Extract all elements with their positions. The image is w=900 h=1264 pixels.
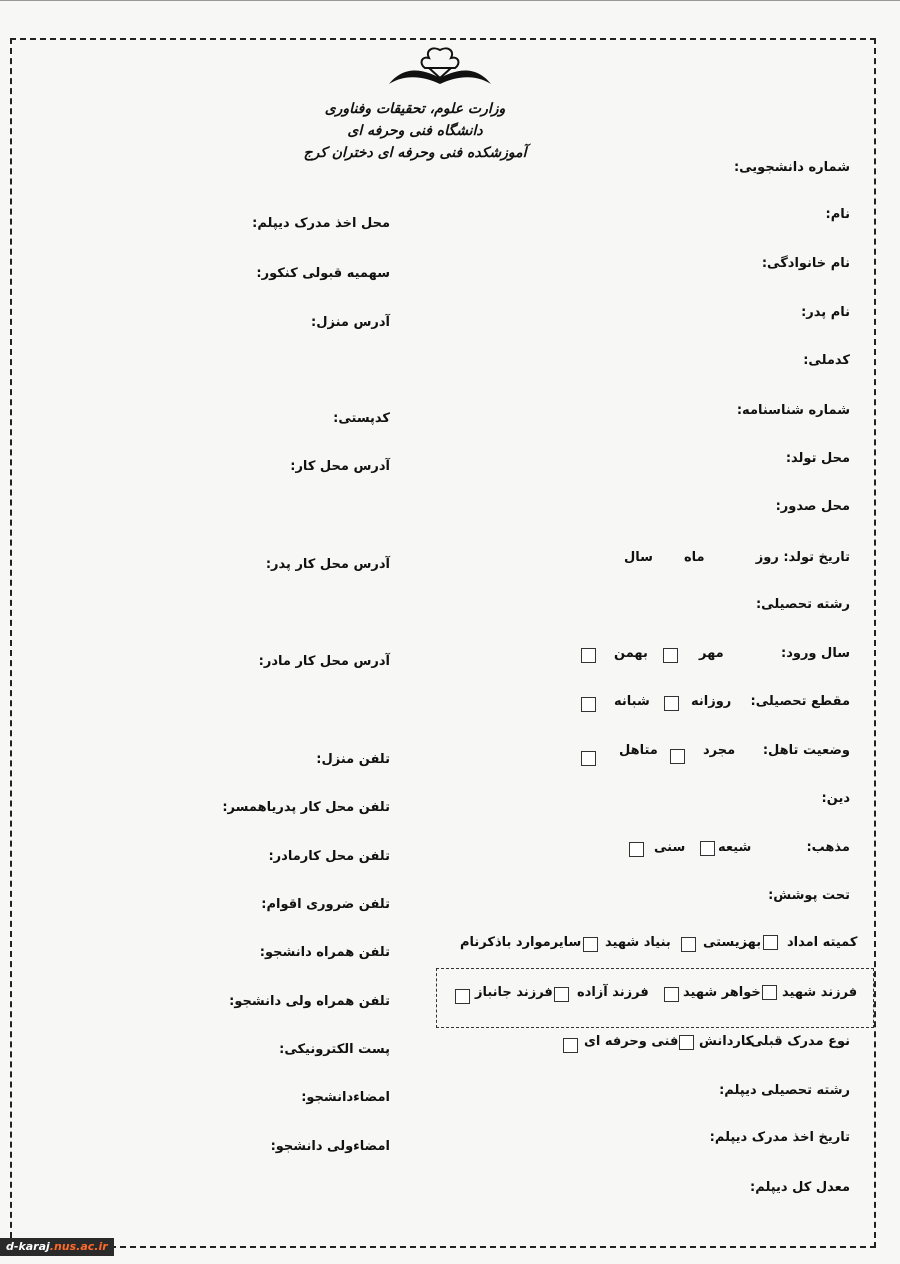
sect-label: مذهب: <box>806 840 850 855</box>
under-cover-label: تحت پوشش: <box>768 888 850 903</box>
site-watermark <box>0 1238 114 1256</box>
fani-herfei-checkbox[interactable] <box>563 1038 578 1053</box>
postal-code-label: کدپستی: <box>333 411 390 426</box>
sister-martyr-checkbox[interactable] <box>664 987 679 1002</box>
option-mehr-label: مهر <box>699 646 724 661</box>
option-sunni-label: سنی <box>654 840 686 855</box>
birth-date-label: تاریخ تولد: روز <box>755 550 850 565</box>
option-single-label: مجرد <box>703 743 736 758</box>
education-level-label: مقطع تحصیلی: <box>750 694 850 709</box>
diploma-place-label: محل اخذ مدرک دیپلم: <box>252 216 390 231</box>
university-title: دانشگاه فنی وحرفه ای <box>347 123 483 139</box>
option-bonyad-shahid-label: بنیاد شهید <box>605 935 671 950</box>
komite-emdad-checkbox[interactable] <box>763 935 778 950</box>
student-number-label: شماره دانشجویی: <box>733 160 850 175</box>
birth-month-label: ماه <box>684 550 705 565</box>
guardian-signature-label: امضاءولی دانشجو: <box>270 1139 390 1154</box>
option-komite-emdad-label: کمیته امداد <box>787 935 858 950</box>
daytime-checkbox[interactable] <box>664 696 679 711</box>
college-title: آموزشکده فنی وحرفه ای دختران کرج <box>303 145 527 161</box>
form-header <box>290 98 540 164</box>
option-child-freed-label: فرزند آزاده <box>577 985 649 1000</box>
option-behzisti-label: بهزیستی <box>703 935 762 950</box>
student-mobile-label: تلفن همراه دانشجو: <box>259 945 390 960</box>
home-address-label: آدرس منزل: <box>311 315 390 330</box>
option-child-veteran-label: فرزند جانباز <box>475 985 553 1000</box>
last-name-label: نام خانوادگی: <box>761 256 850 271</box>
kardanesh-checkbox[interactable] <box>679 1035 694 1050</box>
entry-year-label: سال ورود: <box>781 646 850 661</box>
option-fani-herfei-label: فنی وحرفه ای <box>584 1034 679 1049</box>
guardian-mobile-label: تلفن همراه ولی دانشجو: <box>229 994 390 1009</box>
option-sister-martyr-label: خواهر شهید <box>683 985 761 1000</box>
married-checkbox[interactable] <box>581 751 596 766</box>
option-evening-label: شبانه <box>614 694 650 709</box>
student-signature-label: امضاءدانشجو: <box>301 1090 390 1105</box>
birth-place-label: محل تولد: <box>785 451 850 466</box>
option-bahman-label: بهمن <box>614 646 648 661</box>
birth-year-label: سال <box>624 550 653 565</box>
option-shia-label: شیعه <box>718 840 752 855</box>
bonyad-shahid-checkbox[interactable] <box>583 937 598 952</box>
first-name-label: نام: <box>825 207 850 222</box>
diploma-field-label: رشته تحصیلی دیپلم: <box>719 1083 850 1098</box>
scan-top-edge <box>0 0 900 1</box>
watermark-suffix: .nus.ac.ir <box>49 1240 108 1253</box>
sunni-checkbox[interactable] <box>629 842 644 857</box>
mehr-checkbox[interactable] <box>663 648 678 663</box>
religion-label: دین: <box>821 791 850 806</box>
father-work-address-label: آدرس محل کار پدر: <box>265 557 390 572</box>
field-of-study-label: رشته تحصیلی: <box>755 597 850 612</box>
option-married-label: متاهل <box>619 743 658 758</box>
issue-place-label: محل صدور: <box>775 499 850 514</box>
option-kardanesh-label: کاردانش <box>699 1034 754 1049</box>
option-other-cases-label: سایرموارد باذکرنام <box>460 935 582 950</box>
email-label: پست الکترونیکی: <box>279 1042 390 1057</box>
option-child-martyr-label: فرزند شهید <box>782 985 858 1000</box>
child-veteran-checkbox[interactable] <box>455 989 470 1004</box>
diploma-gpa-label: معدل کل دیپلم: <box>750 1180 850 1195</box>
work-address-label: آدرس محل کار: <box>290 459 390 474</box>
university-logo-icon <box>385 44 495 92</box>
shia-checkbox[interactable] <box>700 841 715 856</box>
ministry-title: وزارت علوم، تحقیقات وفناوری <box>324 101 506 117</box>
national-code-label: کدملی: <box>803 353 850 368</box>
evening-checkbox[interactable] <box>581 697 596 712</box>
home-phone-label: تلفن منزل: <box>316 752 390 767</box>
emergency-phone-label: تلفن ضروری اقوام: <box>261 897 390 912</box>
mother-work-phone-label: تلفن محل کارمادر: <box>268 849 390 864</box>
mother-work-address-label: آدرس محل کار مادر: <box>258 654 390 669</box>
konkur-quota-label: سهمیه قبولی کنکور: <box>256 266 390 281</box>
child-martyr-checkbox[interactable] <box>762 985 777 1000</box>
watermark-prefix: d-karaj <box>6 1240 50 1253</box>
marital-status-label: وضعیت تاهل: <box>762 743 850 758</box>
behzisti-checkbox[interactable] <box>681 937 696 952</box>
previous-degree-label: نوع مدرک قبلی: <box>745 1034 850 1049</box>
id-number-label: شماره شناسنامه: <box>736 403 850 418</box>
bahman-checkbox[interactable] <box>581 648 596 663</box>
father-spouse-work-phone-label: تلفن محل کار پدریاهمسر: <box>222 800 390 815</box>
father-name-label: نام پدر: <box>801 305 850 320</box>
form-border <box>10 38 876 1248</box>
single-checkbox[interactable] <box>670 749 685 764</box>
child-freed-checkbox[interactable] <box>554 987 569 1002</box>
diploma-date-label: تاریخ اخذ مدرک دیپلم: <box>709 1130 850 1145</box>
option-daytime-label: روزانه <box>691 694 732 709</box>
